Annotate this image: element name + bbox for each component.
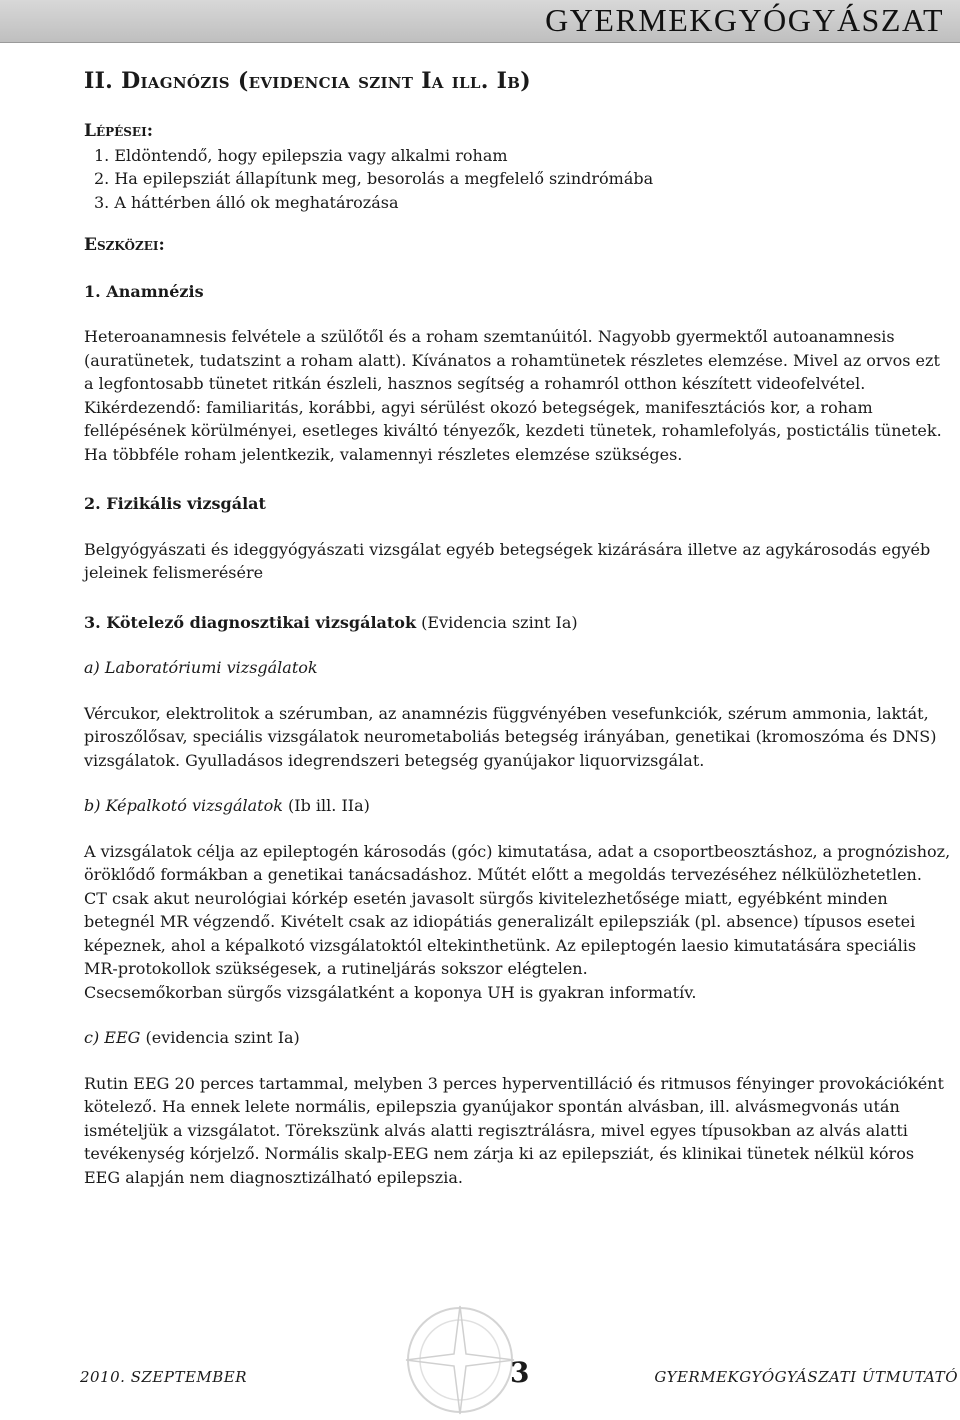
mandatory-title-suffix: (Evidencia szint Ia): [416, 612, 578, 632]
imaging-title-line: [84, 794, 954, 818]
lab-paragraph: Vércukor, elektrolitok a szérumban, az anamnézis függvényében vesefunkciók, szérum ammonia, laktát, piroszőlősav, speciális vizsgálatok neurometaboliás betegség irányában, genetikai (kromoszóma és DNS) vizsgálatok. Gyulladásos idegrendszeri betegség gyanújakor liquorvizsgálat.: [84, 703, 937, 770]
imaging-paragraph-2: CT csak akut neurológiai kórkép esetén javasolt sürgős kivitelezhetősége miatt, egyébként minden betegnél MR végzendő. Kivételt csak az idiopátiás generalizált epilepsziák (pl. absence) típusos esetei képeznek, ahol a képalkotó vizsgálatoktól eltekinthetünk. Az epileptogén laesio kimutatására speciális MR-protokollok szükségesek, a rutineljárás sokszor elégtelen.: [84, 888, 917, 978]
imaging-paragraph-1: A vizsgálatok célja az epileptogén károsodás (góc) kimutatása, adat a csoportbeosztáshoz, a prognózishoz, öröklődő formákban a genetikai tanácsadáshoz. Műtét előtt a megoldás tervezéséhez nélkülözhetetlen.: [84, 841, 951, 884]
list-item: 2. Ha epilepsziát állapítunk meg, besorolás a megfelelő szindrómába: [94, 169, 654, 188]
anamnesis-paragraph-1: Heteroanamnesis felvétele a szülőtől és a roham szemtanúitól. Nagyobb gyermektől autoanamnesis (auratünetek, tudatszint a roham alatt). Kívánatos a rohamtünetek részletes elemzése. Mivel az orvos ezt a legfontosabb tünetet ritkán észleli, hasznos segítség a rohamról otthon készített videofelvétel.: [84, 327, 940, 393]
anamnesis-title: 1. Anamnézis: [84, 281, 204, 301]
compass-watermark-icon: [400, 1300, 520, 1420]
eeg-title: c) EEG: [84, 1028, 141, 1047]
list-item: 3. A háttérben álló ok meghatározása: [94, 192, 399, 212]
list-item: 1. Eldöntendő, hogy epilepszia vagy alkalmi roham: [94, 145, 508, 165]
page-footer: [80, 1356, 960, 1392]
anamnesis-paragraph-2: Kikérdezendő: familiaritás, korábbi, agyi sérülést okozó betegségek, manifesztációs kor, a roham fellépésének körülményei, esetleges kiváltó tényezők, kezdeti tünetek, rohamlefolyás, postictális tünetek. Ha többféle roham jelentkezik, valamennyi részletes elemzése szükséges.: [84, 397, 942, 464]
mandatory-section: [84, 611, 954, 1190]
lab-title: a) Laboratóriumi vizsgálatok: [84, 658, 318, 677]
anamnesis-section: [84, 280, 954, 467]
steps-list: [84, 144, 954, 215]
footer-guide-title: GYERMEKGYÓGYÁSZATI ÚTMUTATÓ: [654, 1368, 958, 1386]
tools-heading: Eszközei:: [84, 235, 165, 255]
eeg-title-suffix: (evidencia szint Ia): [140, 1028, 300, 1047]
header-bar: [0, 0, 960, 43]
page-number: 3: [510, 1356, 530, 1389]
footer-date: 2010. SZEPTEMBER: [80, 1368, 248, 1386]
imaging-title-suffix: (Ib ill. IIa): [282, 796, 370, 815]
eeg-title-line: [84, 1026, 954, 1050]
mandatory-title-line: [84, 611, 954, 635]
physical-section: [84, 492, 954, 585]
physical-paragraph: Belgyógyászati és ideggyógyászati vizsgálat egyéb betegségek kizárására illetve az agykárosodás egyéb jeleinek felismerésére: [84, 539, 931, 582]
journal-title: GYERMEKGYÓGYÁSZAT: [545, 2, 944, 38]
steps-heading: Lépései:: [84, 121, 153, 141]
eeg-paragraph: Rutin EEG 20 perces tartammal, melyben 3 perces hyperventilláció és ritmusos fényinger provokációként kötelező. Ha ennek lelete normális, epilepszia gyanújakor spontán alvásban, ill. alvásmegvonás után ismételjük a vizsgálatot. Törekszünk alvás alatti regisztrálásra, mivel egyes típusokban az alvás alatti tevékenység kórjelző. Normális skalp-EEG nem zárja ki az epilepsziát, és klinikai tünetek nélkül kóros EEG alapján nem diagnosztizálható epilepszia.: [84, 1073, 944, 1187]
mandatory-title: 3. Kötelező diagnosztikai vizsgálatok: [84, 612, 417, 632]
imaging-title: b) Képalkotó vizsgálatok: [84, 796, 283, 815]
section-title: II. Diagnózis (evidencia szint Ia ill. Ib): [84, 68, 531, 94]
physical-title: 2. Fizikális vizsgálat: [84, 494, 266, 513]
page-content: [84, 66, 954, 1189]
imaging-paragraph-3: Csecsemőkorban sürgős vizsgálatként a koponya UH is gyakran informatív.: [84, 982, 697, 1002]
